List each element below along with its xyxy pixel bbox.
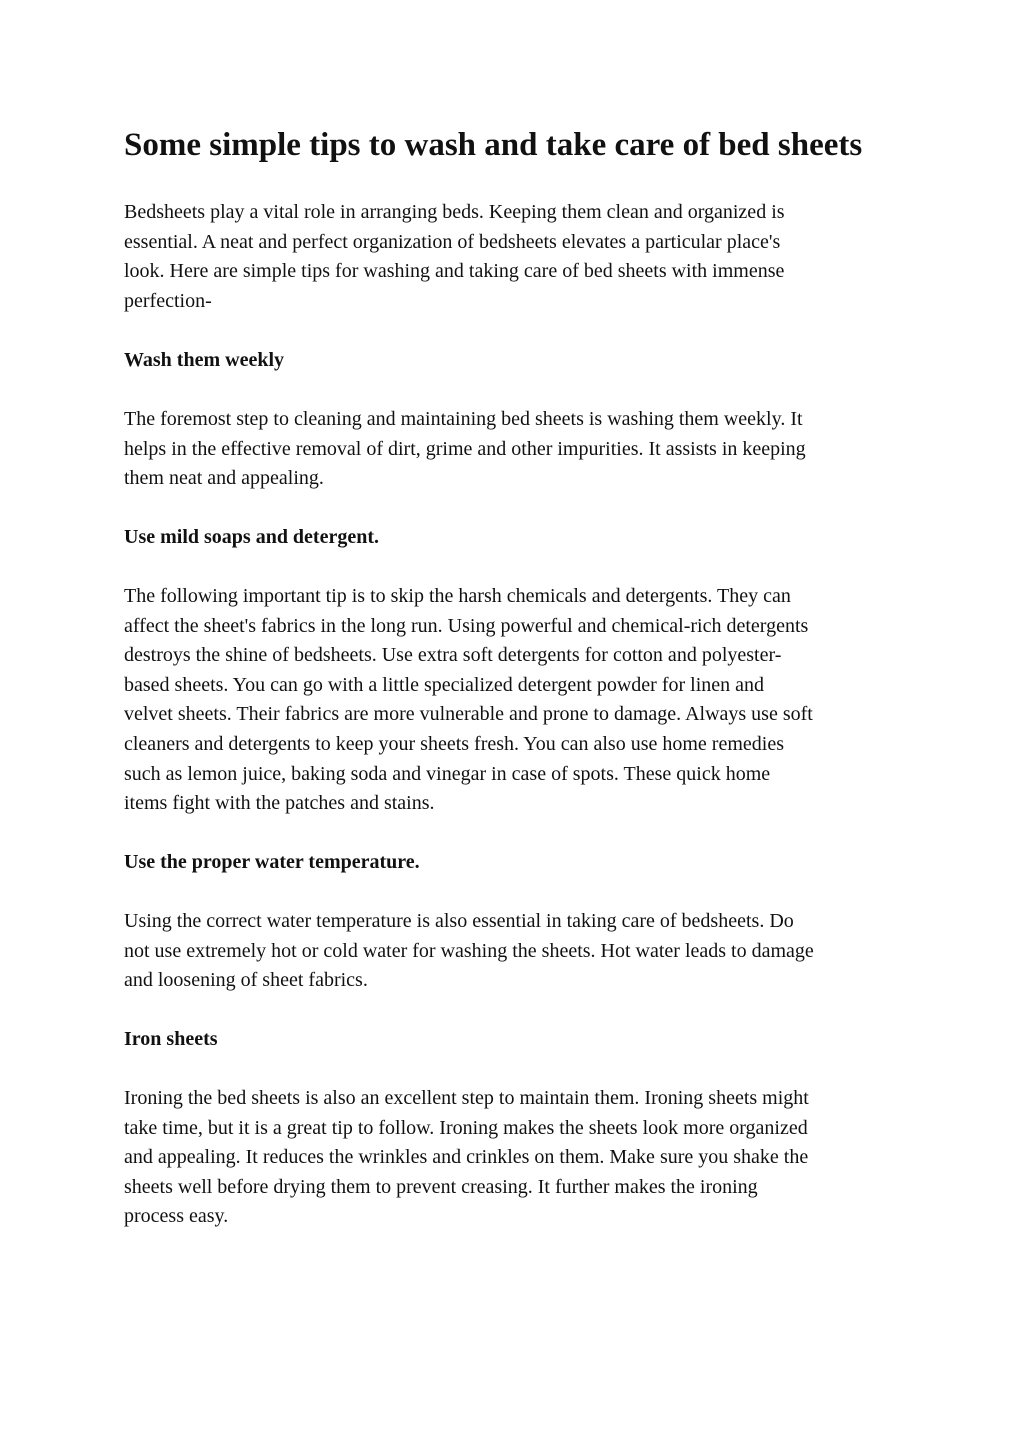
section-paragraph-iron-sheets (124, 1084, 904, 1232)
section-paragraph-wash-weekly (124, 405, 904, 494)
paragraph-line: items fight with the patches and stains. (124, 792, 435, 815)
paragraph-line: perfection- (124, 289, 212, 312)
paragraph-line: affect the sheet's fabrics in the long run. Using powerful and chemical-rich detergents (124, 614, 809, 637)
section-heading-water-temperature: Use the proper water temperature. (124, 851, 420, 873)
paragraph-line: and loosening of sheet fabrics. (124, 969, 368, 992)
page-title: Some simple tips to wash and take care of bed sheets (124, 127, 863, 163)
paragraph-line: helps in the effective removal of dirt, grime and other impurities. It assists in keeping (124, 437, 806, 460)
paragraph-line: such as lemon juice, baking soda and vinegar in case of spots. These quick home (124, 762, 771, 785)
paragraph-line: cleaners and detergents to keep your sheets fresh. You can also use home remedies (124, 732, 784, 755)
paragraph-line: essential. A neat and perfect organization of bedsheets elevates a particular place's (124, 230, 781, 253)
section-heading-wash-weekly: Wash them weekly (124, 349, 284, 371)
paragraph-line: look. Here are simple tips for washing and taking care of bed sheets with immense (124, 260, 785, 283)
paragraph-line: Ironing the bed sheets is also an excellent step to maintain them. Ironing sheets might (124, 1087, 809, 1109)
paragraph-line: Using the correct water temperature is also essential in taking care of bedsheets. Do (124, 910, 794, 932)
section-paragraph-mild-soaps (124, 582, 904, 819)
section-heading-iron-sheets: Iron sheets (124, 1028, 218, 1050)
paragraph-line: sheets well before drying them to prevent creasing. It further makes the ironing (124, 1175, 758, 1198)
section-paragraph-water-temperature (124, 907, 904, 996)
paragraph-line: process easy. (124, 1205, 229, 1228)
paragraph-line: based sheets. You can go with a little specialized detergent powder for linen and (124, 673, 765, 696)
paragraph-line: take time, but it is a great tip to follow. Ironing makes the sheets look more organized (124, 1116, 808, 1139)
paragraph-line: velvet sheets. Their fabrics are more vulnerable and prone to damage. Always use soft (124, 703, 813, 726)
paragraph-line: The foremost step to cleaning and maintaining bed sheets is washing them weekly. It (124, 408, 803, 430)
section-heading-mild-soaps: Use mild soaps and detergent. (124, 526, 380, 548)
paragraph-line: them neat and appealing. (124, 467, 324, 490)
paragraph-line: Bedsheets play a vital role in arranging beds. Keeping them clean and organized is (124, 201, 785, 223)
paragraph-line: The following important tip is to skip the harsh chemicals and detergents. They can (124, 585, 791, 607)
paragraph-line: not use extremely hot or cold water for washing the sheets. Hot water leads to damage (124, 939, 814, 962)
paragraph-line: destroys the shine of bedsheets. Use extra soft detergents for cotton and polyester- (124, 644, 782, 667)
paragraph-line: and appealing. It reduces the wrinkles and crinkles on them. Make sure you shake the (124, 1146, 809, 1169)
intro-paragraph (124, 198, 904, 316)
